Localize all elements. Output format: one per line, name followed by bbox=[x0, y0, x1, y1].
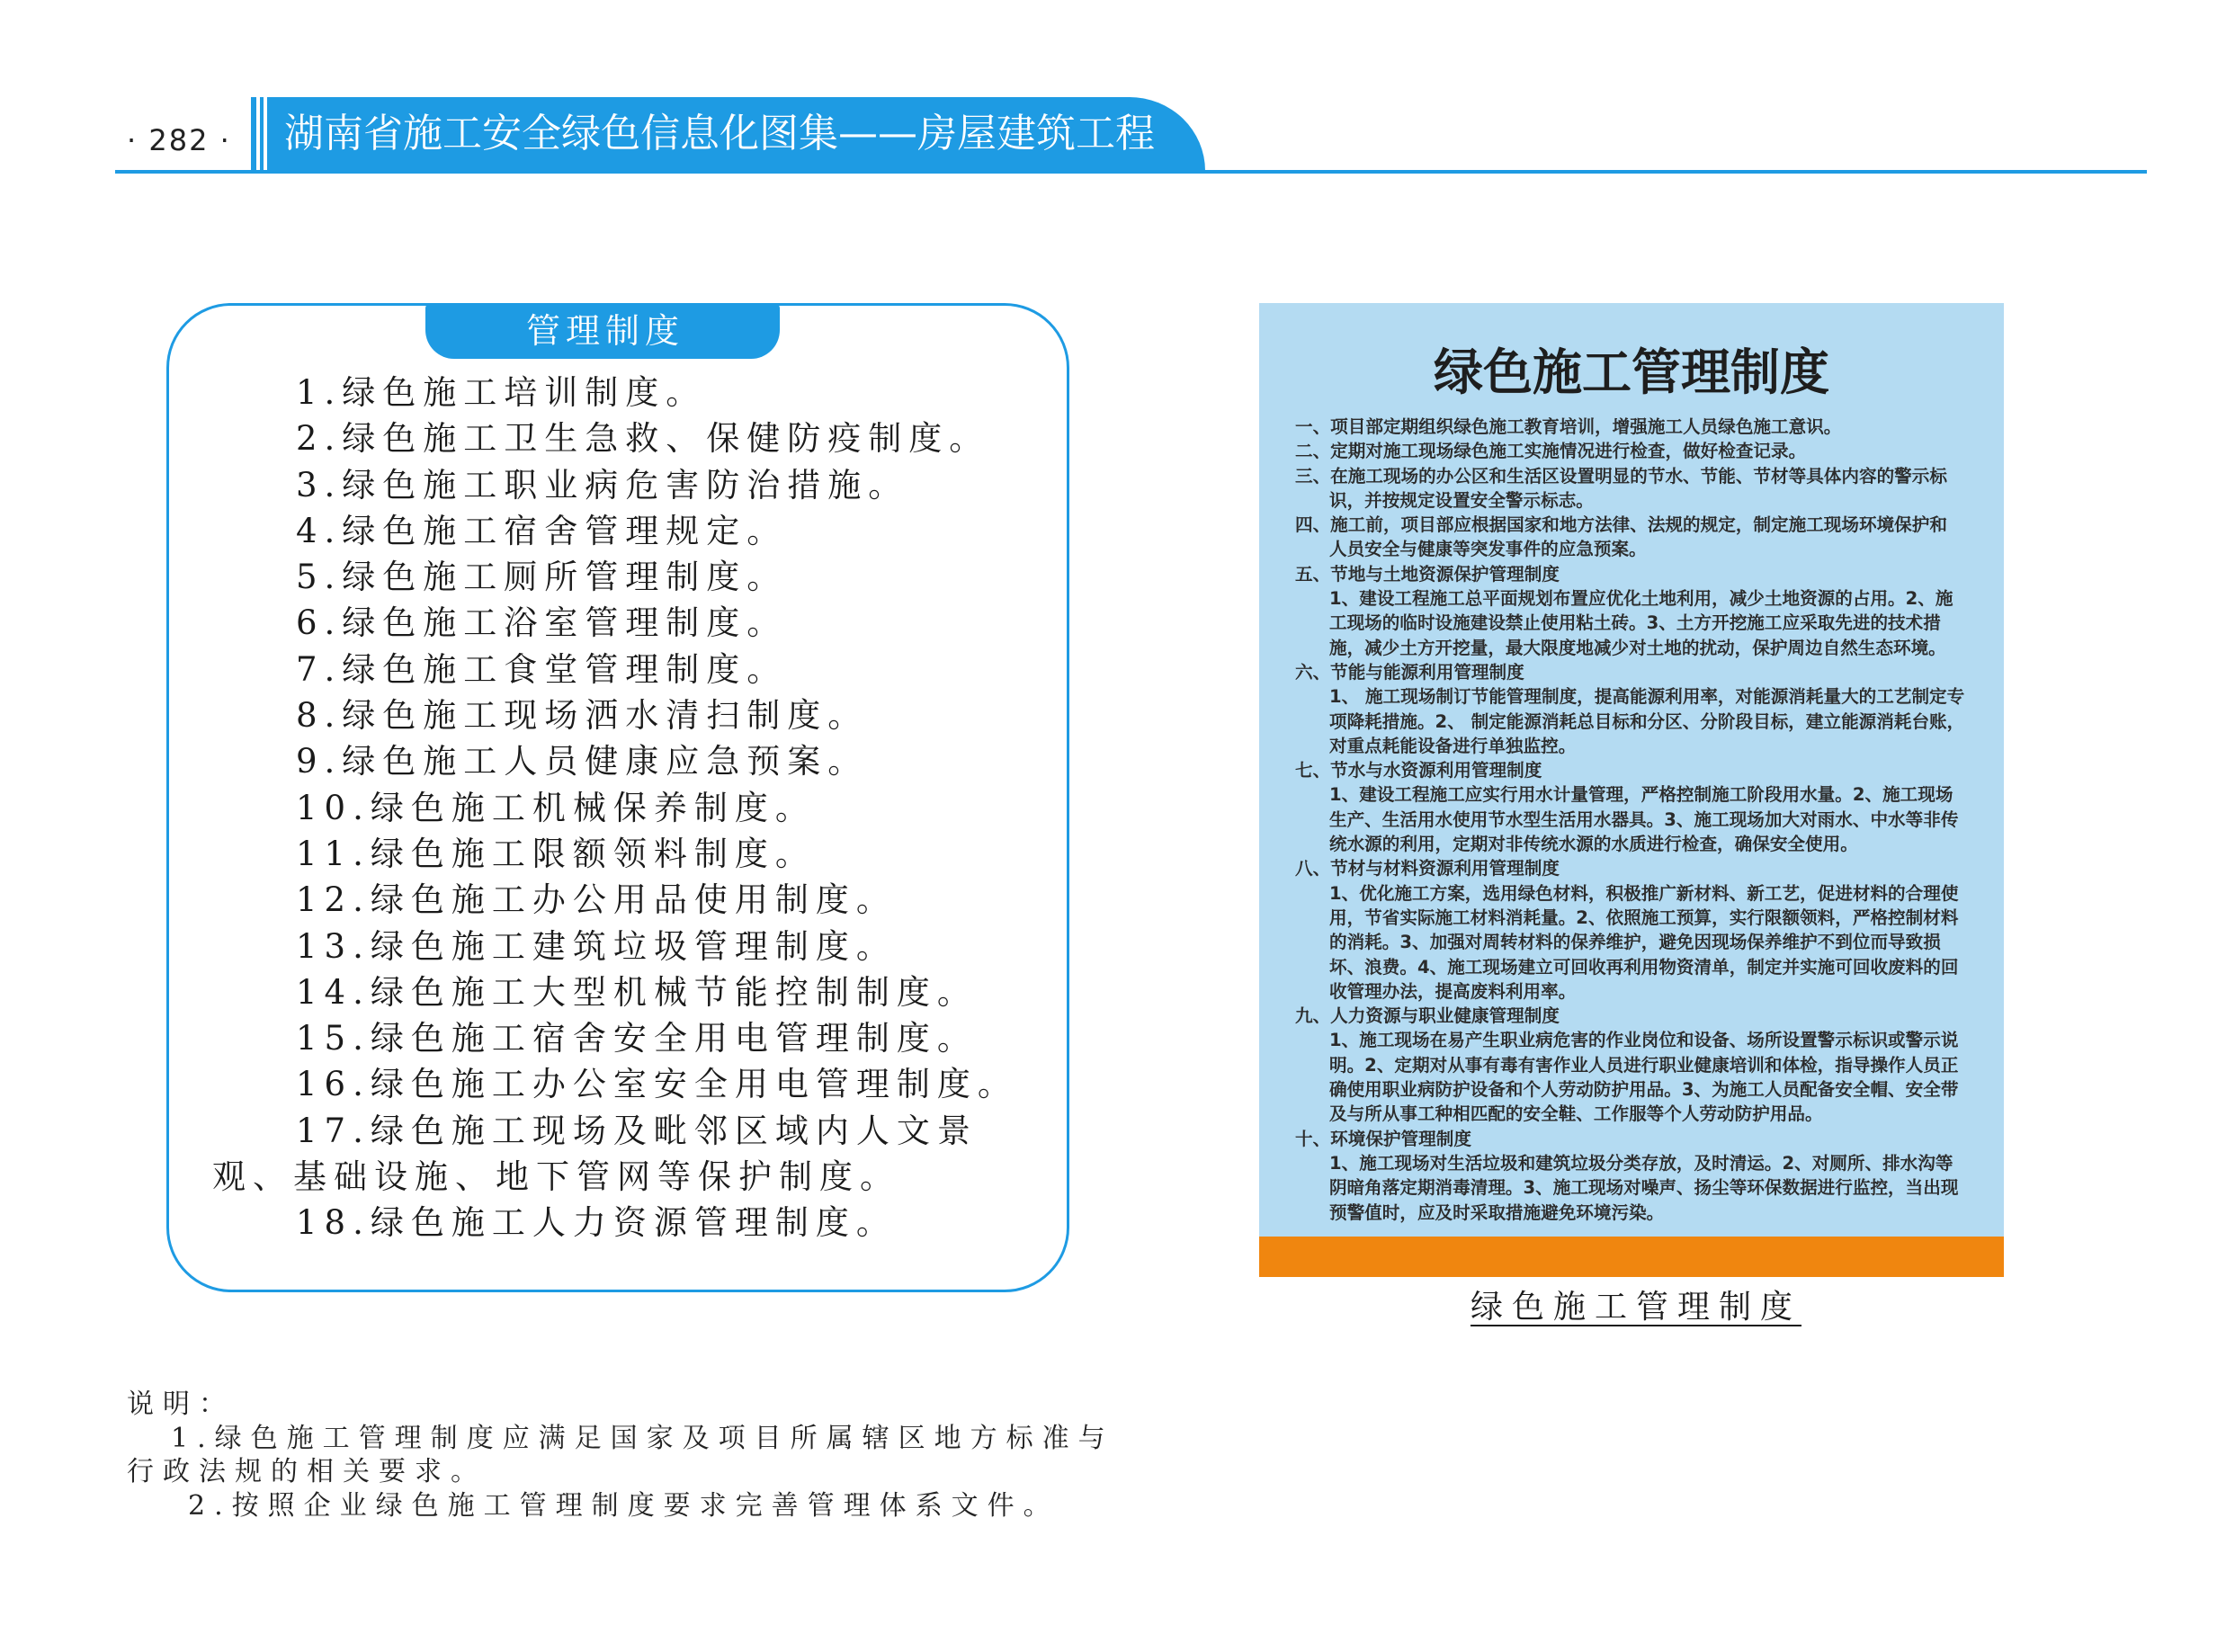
management-system-box bbox=[166, 303, 1069, 1292]
list-item-text: 2.绿色施工卫生急救、保健防疫制度。 bbox=[296, 419, 990, 459]
poster-section-line: 人员安全与健康等突发事件的应急预案。 bbox=[1329, 539, 1647, 560]
list-item-text: 10.绿色施工机械保养制度。 bbox=[296, 788, 816, 827]
poster-section-line: 确使用职业病防护设备和个人劳动防护用品。3、为施工人员配备安全帽、安全带 bbox=[1329, 1079, 1959, 1101]
list-item bbox=[169, 1200, 1018, 1246]
list-item-text: 7.绿色施工食堂管理制度。 bbox=[296, 649, 788, 689]
list-item-text: 13.绿色施工建筑垃圾管理制度。 bbox=[296, 926, 897, 966]
list-item-text: 15.绿色施工宿舍安全用电管理制度。 bbox=[296, 1019, 978, 1058]
note-text: 1.绿色施工管理制度应满足国家及项目所属辖区地方标准与 bbox=[171, 1422, 1114, 1454]
poster-section-line: 1、优化施工方案，选用绿色材料，积极推广新材料、新工艺，促进材料的合理使 bbox=[1329, 882, 1959, 904]
poster-section-line: 1、施工现场对生活垃圾和建筑垃圾分类存放，及时清运。2、对厕所、排水沟等 bbox=[1329, 1152, 1953, 1174]
poster-section-line: 及与所从事工种相匹配的安全鞋、工作服等个人劳动防护用品。 bbox=[1329, 1103, 1823, 1125]
list-item-text: 3.绿色施工职业病危害防治措施。 bbox=[296, 465, 909, 505]
list-item bbox=[169, 924, 1018, 969]
list-item bbox=[169, 785, 1018, 831]
poster-section-line: 的消耗。3、加强对周转材料的保养维护，避免因现场保养维护不到位而导致损 bbox=[1329, 932, 1941, 953]
poster-section-heading: 七、节水与水资源利用管理制度 bbox=[1295, 760, 1542, 781]
list-item bbox=[169, 508, 1018, 554]
list-item-text: 16.绿色施工办公室安全用电管理制度。 bbox=[296, 1065, 1018, 1104]
poster-section-line: 施，减少土方开挖量，最大限度地减少对土地的扰动，保护周边自然生态环境。 bbox=[1329, 637, 1946, 658]
poster-section bbox=[1295, 856, 1964, 1004]
list-item bbox=[169, 831, 1018, 877]
poster-section-line: 用，节省实际施工材料消耗量。2、依照施工预算，实行限额领料，严格控制材料 bbox=[1329, 906, 1959, 928]
poster-section bbox=[1295, 513, 1964, 562]
list-item-text: 11.绿色施工限额领料制度。 bbox=[296, 834, 816, 873]
list-item-text: 17.绿色施工现场及毗邻区域内人文景 bbox=[296, 1111, 978, 1150]
list-item-text: 5.绿色施工厕所管理制度。 bbox=[296, 558, 788, 597]
poster-section-line: 工现场的临时设施建设禁止使用粘土砖。3、土方开挖施工应采取先进的技术措 bbox=[1329, 612, 1941, 634]
header-accent-bar bbox=[251, 97, 256, 172]
list-item-continuation: 观、基础设施、地下管网等保护制度。 bbox=[212, 1157, 900, 1197]
poster-orange-band bbox=[1259, 1237, 2004, 1277]
poster-caption-text: 绿色施工管理制度 bbox=[1470, 1289, 1801, 1326]
note-item bbox=[127, 1422, 1114, 1489]
list-item-text: 12.绿色施工办公用品使用制度。 bbox=[296, 880, 897, 920]
poster-section-heading: 三、在施工现场的办公区和生活区设置明显的节水、节能、节材等具体内容的警示标 bbox=[1295, 465, 1947, 487]
header-title-tab bbox=[267, 97, 1205, 171]
list-item bbox=[169, 462, 1018, 508]
list-item bbox=[169, 647, 1018, 692]
list-item-text: 14.绿色施工大型机械节能控制制度。 bbox=[296, 972, 978, 1012]
poster-title: 绿色施工管理制度 bbox=[1433, 344, 1829, 401]
green-construction-poster bbox=[1259, 303, 2004, 1277]
list-item bbox=[169, 969, 1018, 1015]
poster-section-line: 项降耗措施。2、 制定能源消耗总目标和分区、分阶段目标，建立能源消耗台账， bbox=[1329, 710, 1965, 732]
list-item bbox=[169, 692, 1018, 738]
poster-section-line: 生产、生活用水使用节水型生活用水器具。3、施工现场加大对雨水、中水等非传 bbox=[1329, 808, 1959, 830]
header-accent-bar bbox=[260, 97, 264, 172]
poster-section-line: 统水源的利用，定期对非传统水源的水质进行检查，确保安全使用。 bbox=[1329, 834, 1858, 855]
list-item bbox=[169, 370, 1018, 415]
poster-section bbox=[1295, 464, 1964, 513]
header-title: 湖南省施工安全绿色信息化图集——房屋建筑工程 bbox=[284, 111, 1155, 156]
list-item-text: 8.绿色施工现场洒水清扫制度。 bbox=[296, 696, 869, 736]
list-item bbox=[169, 1015, 1018, 1061]
poster-section bbox=[1295, 660, 1964, 758]
notes bbox=[127, 1388, 1114, 1523]
poster-section bbox=[1295, 562, 1964, 660]
management-system-list bbox=[169, 370, 1018, 1246]
poster-section-line: 1、建设工程施工总平面规划布置应优化土地利用，减少土地资源的占用。2、施 bbox=[1329, 588, 1953, 610]
poster-section-heading: 四、施工前，项目部应根据国家和地方法律、法规的规定，制定施工现场环境保护和 bbox=[1295, 514, 1947, 536]
list-item bbox=[169, 1108, 1018, 1201]
list-item bbox=[169, 554, 1018, 600]
poster-section-line: 识，并按规定设置安全警示标志。 bbox=[1329, 489, 1594, 511]
poster-section-line: 阴暗角落定期消毒清理。3、施工现场对噪声、扬尘等环保数据进行监控，当出现 bbox=[1329, 1177, 1959, 1199]
poster-caption bbox=[1259, 1286, 2004, 1335]
poster-section bbox=[1295, 1127, 1964, 1225]
list-item bbox=[169, 738, 1018, 784]
poster-section-line: 1、建设工程施工应实行用水计量管理，严格控制施工阶段用水量。2、施工现场 bbox=[1329, 784, 1953, 806]
list-item-text: 18.绿色施工人力资源管理制度。 bbox=[296, 1203, 897, 1243]
list-item-text: 9.绿色施工人员健康应急预案。 bbox=[296, 742, 869, 781]
notes-label: 说明： bbox=[127, 1389, 235, 1420]
poster-section-line: 1、施工现场在易产生职业病危害的作业岗位和设备、场所设置警示标识或警示说 bbox=[1329, 1030, 1959, 1051]
poster-section-heading: 五、节地与土地资源保护管理制度 bbox=[1295, 563, 1560, 585]
poster-section-line: 预警值时，应及时采取措施避免环境污染。 bbox=[1329, 1201, 1665, 1223]
poster-section-line: 1、 施工现场制订节能管理制度，提高能源利用率，对能源消耗量大的工艺制定专 bbox=[1329, 686, 1965, 708]
poster-section-heading: 一、项目部定期组织绿色施工教育培训，增强施工人员绿色施工意识。 bbox=[1295, 416, 1842, 437]
list-item bbox=[169, 600, 1018, 646]
poster-section bbox=[1295, 758, 1964, 856]
poster-section-heading: 六、节能与能源利用管理制度 bbox=[1295, 661, 1524, 683]
list-item-text: 6.绿色施工浴室管理制度。 bbox=[296, 603, 788, 643]
list-item-text: 1.绿色施工培训制度。 bbox=[296, 373, 707, 412]
poster-section-line: 收管理办法，提高废料利用率。 bbox=[1329, 980, 1577, 1002]
list-item bbox=[169, 1061, 1018, 1107]
poster-section-heading: 二、定期对施工现场绿色施工实施情况进行检查，做好检查记录。 bbox=[1295, 441, 1807, 462]
note-item bbox=[127, 1489, 1114, 1523]
note-continuation: 行政法规的相关要求。 bbox=[127, 1456, 487, 1487]
poster-section-line: 明。2、定期对从事有毒有害作业人员进行职业健康培训和体检，指导操作人员正 bbox=[1329, 1054, 1959, 1076]
page-number: · 282 · bbox=[127, 123, 231, 157]
poster-section bbox=[1295, 439, 1964, 463]
header-divider bbox=[115, 170, 2147, 174]
poster-section-line: 坏、浪费。4、施工现场建立可回收再利用物资清单，制定并实施可回收废料的回 bbox=[1329, 956, 1959, 978]
poster-section-heading: 十、环境保护管理制度 bbox=[1295, 1128, 1471, 1149]
list-item bbox=[169, 877, 1018, 923]
poster-section-heading: 九、人力资源与职业健康管理制度 bbox=[1295, 1005, 1560, 1027]
note-text: 2.按照企业绿色施工管理制度要求完善管理体系文件。 bbox=[188, 1489, 1059, 1522]
poster-section-heading: 八、节材与材料资源利用管理制度 bbox=[1295, 858, 1560, 880]
poster-section-line: 对重点耗能设备进行单独监控。 bbox=[1329, 735, 1577, 756]
poster-section bbox=[1295, 1004, 1964, 1126]
management-box-tab: 管理制度 bbox=[425, 303, 780, 359]
poster-section bbox=[1295, 415, 1964, 439]
list-item bbox=[169, 415, 1018, 461]
poster-body bbox=[1295, 415, 1964, 1225]
list-item-text: 4.绿色施工宿舍管理规定。 bbox=[296, 511, 788, 550]
